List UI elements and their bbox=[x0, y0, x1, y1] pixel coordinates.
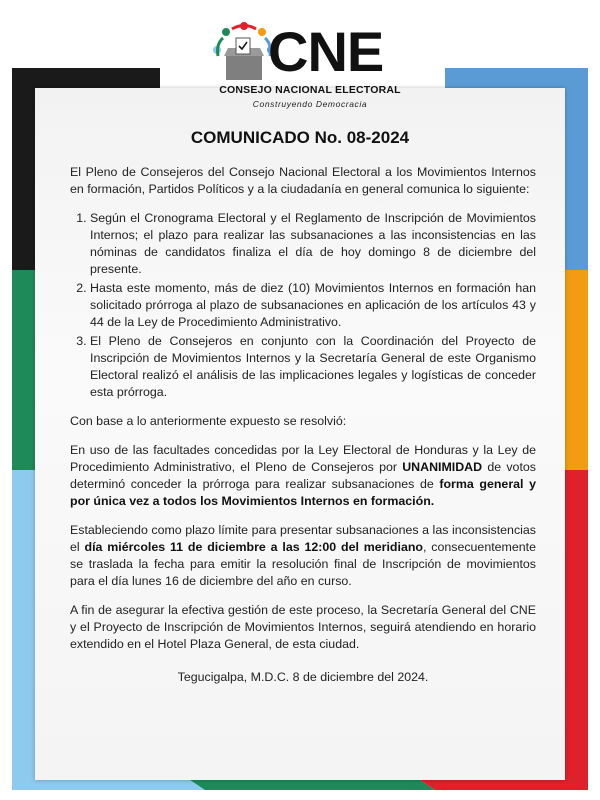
intro-paragraph: El Pleno de Consejeros del Consejo Nacional Electoral a los Movimientos Internos en formación, Partidos Políticos y a la ciudadanía en general comunica lo siguiente: bbox=[70, 165, 536, 196]
list-item: 1. Según el Cronograma Electoral y el Reglamento de Inscripción de Movimientos Internos; el plazo para realizar las subsanaciones a las inconsistencias en las nóminas de candidatos finaliza el día de hoy domingo 8 de diciembre del presente. bbox=[90, 210, 536, 278]
resolution-intro: Con base a lo anteriormente expuesto se resolvió: bbox=[70, 414, 347, 428]
list-item: 3. El Pleno de Consejeros en conjunto con la Coordinación del Proyecto de Inscripción de Movimientos Internos y la Secretaría General de este Organismo Electoral realizó el análisis de las implicaciones legales y logísticas de conceder esta prórroga. bbox=[90, 333, 536, 401]
resolution-paragraph bbox=[70, 442, 536, 510]
frame-bottom-red bbox=[420, 780, 588, 790]
resolution-text-1: En uso de las facultades concedidas por la Ley Electoral de Honduras y la Ley de Procedimiento Administrativo, el Pleno de Consejeros por bbox=[70, 443, 536, 474]
resolution-bold-2: forma general y por única vez a todos los Movimientos Internos en formación. bbox=[70, 477, 536, 508]
logo-slogan: Construyendo Democracia bbox=[252, 99, 368, 109]
frame-lightblue-left-band bbox=[12, 470, 35, 780]
deadline-bold: día miércoles 11 de diciembre a las 12:00 del meridiano bbox=[84, 540, 423, 554]
cne-logo bbox=[210, 20, 410, 110]
points-list bbox=[70, 210, 536, 401]
page-title: COMUNICADO No. 08-2024 bbox=[190, 128, 410, 147]
frame-orange-band bbox=[565, 270, 588, 470]
frame-green-left-band bbox=[12, 270, 35, 470]
resolution-text-2: de votos determinó conceder la prórroga para realizar subsanaciones de bbox=[70, 460, 536, 491]
communique-body bbox=[70, 164, 536, 698]
deadline-paragraph bbox=[70, 522, 536, 590]
resolution-bold-1: UNANIMIDAD bbox=[402, 460, 483, 474]
frame-bottom-lightblue bbox=[12, 780, 205, 790]
frame-red-band bbox=[565, 470, 588, 790]
signature-line: Tegucigalpa, M.D.C. 8 de diciembre del 2024. bbox=[177, 670, 429, 684]
logo-acronym: CNE bbox=[268, 20, 384, 83]
logo-full-name: CONSEJO NACIONAL ELECTORAL bbox=[219, 84, 401, 96]
deadline-text-2: , consecuentemente se traslada la fecha para emitir la resolución final de Inscripción de movimientos para el día lunes 16 de diciembre del año en curso. bbox=[70, 540, 536, 588]
closing-paragraph: A fin de asegurar la efectiva gestión de este proceso, la Secretaría General del CNE y el Proyecto de Inscripción de Movimientos Internos, seguirá atendiendo en horario extendido en el Hotel Plaza General, de esta ciudad. bbox=[70, 603, 536, 651]
list-item: 2. Hasta este momento, más de diez (10) Movimientos Internos en formación han solicitado prórroga al plazo de subsanaciones en aplicación de los artículos 43 y 44 de la Ley de Procedimiento Administrativo. bbox=[90, 280, 536, 331]
deadline-text-1: Estableciendo como plazo límite para presentar subsanaciones a las inconsistencias el bbox=[70, 523, 536, 554]
frame-bottom-green bbox=[190, 780, 435, 790]
